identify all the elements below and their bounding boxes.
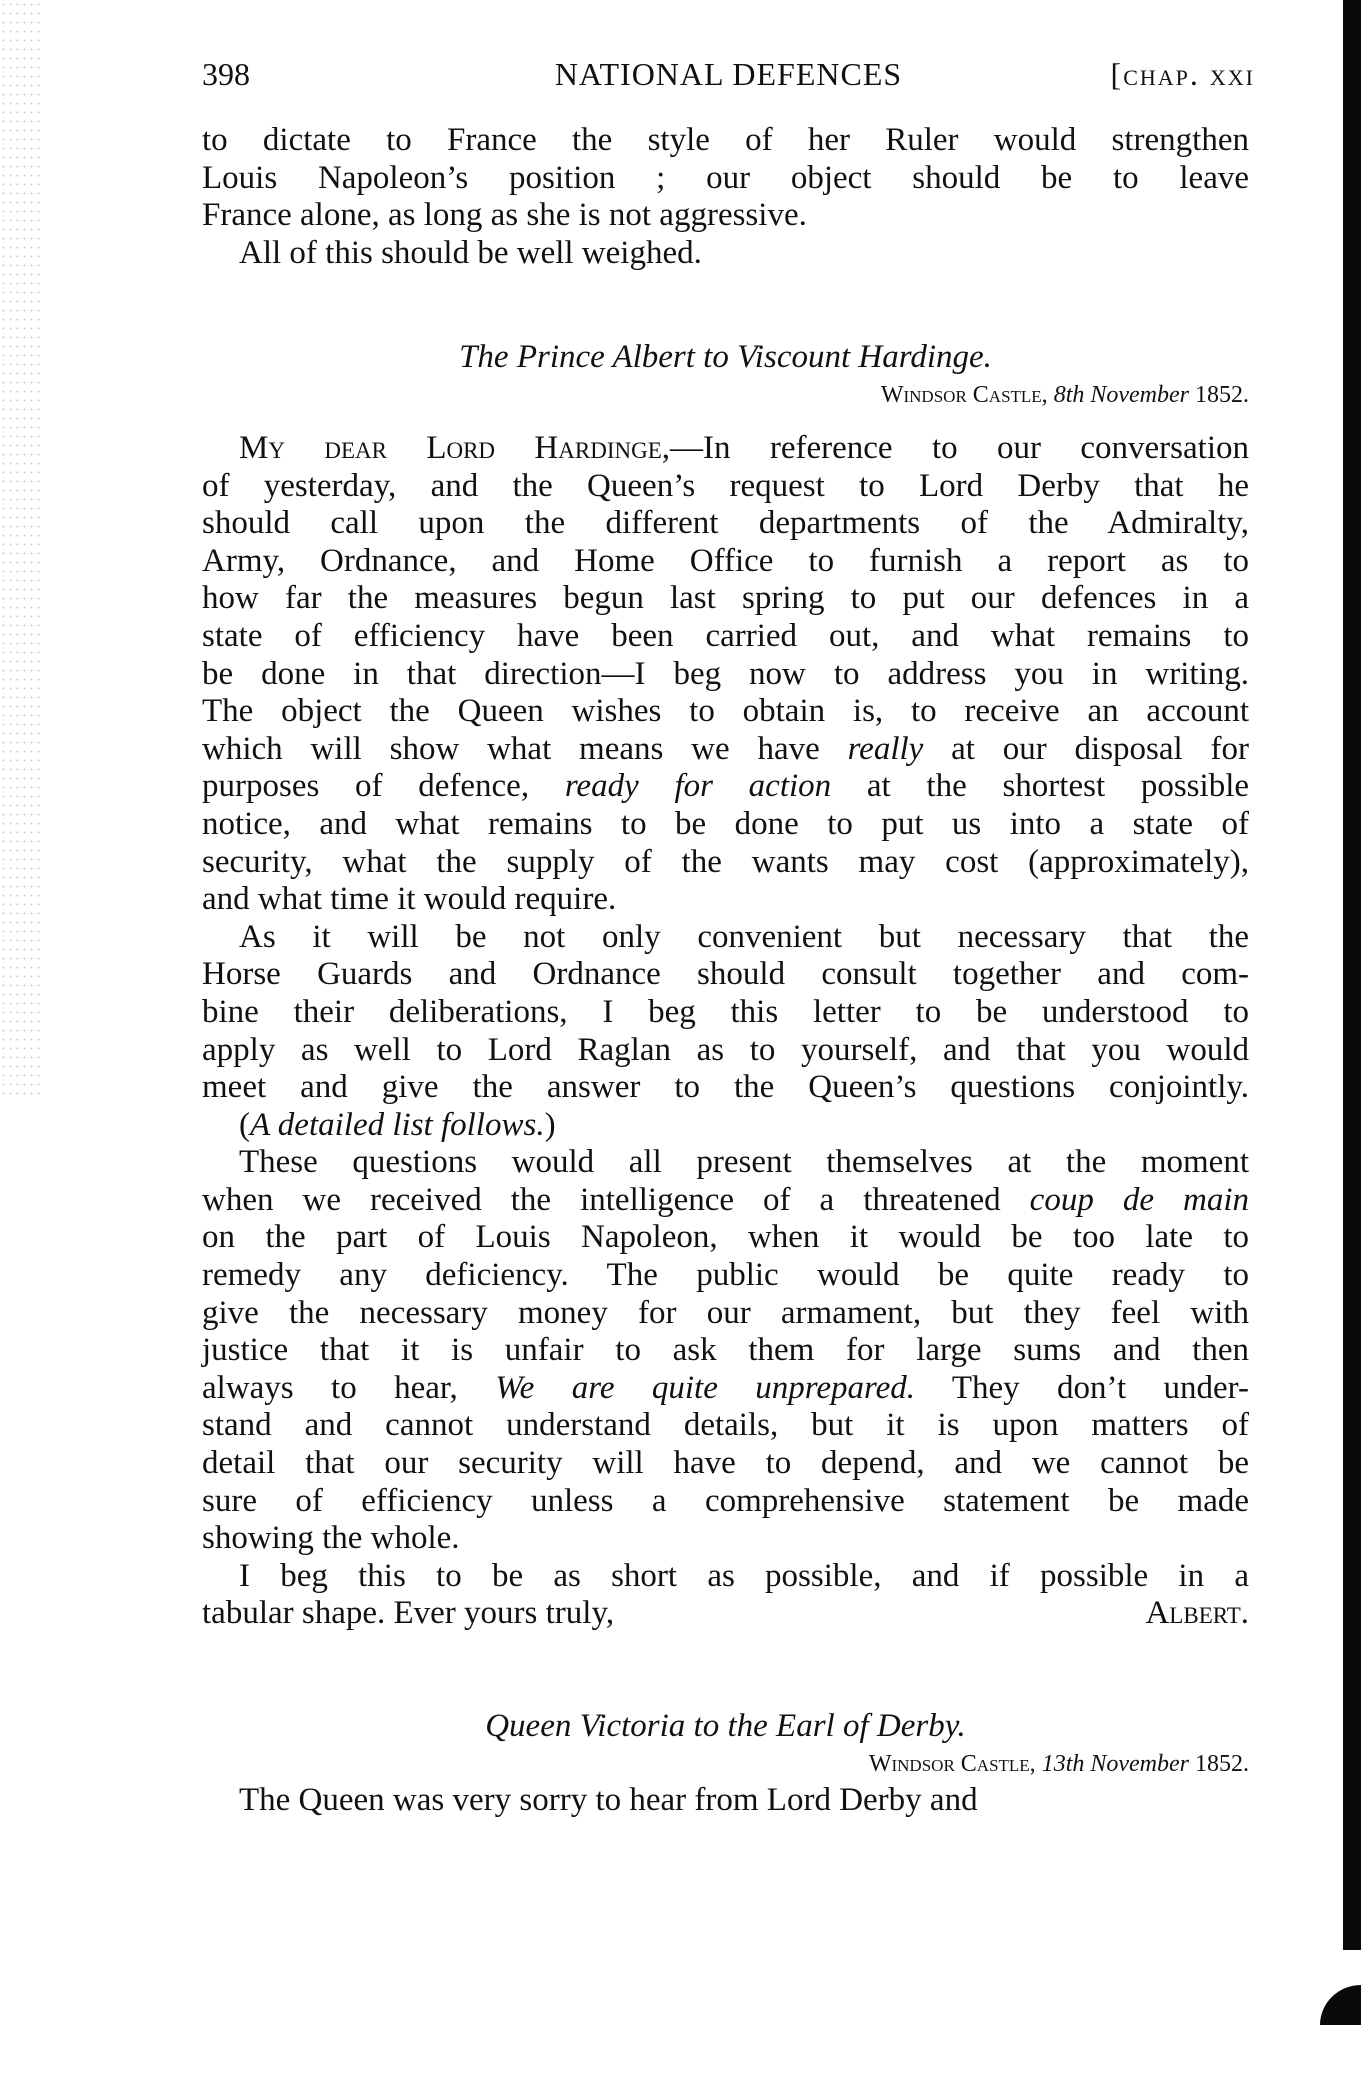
text-segment: meet and give the answer to the Queen’s questions conjointly. [202, 1069, 1249, 1106]
text-segment: sure of efficiency unless a comprehensive statement be made [202, 1482, 1249, 1519]
dateline-year: 1852. [1189, 1751, 1249, 1777]
text-segment: give the necessary money for our armament, but they feel with [202, 1294, 1249, 1331]
text-line [202, 1182, 1249, 1220]
text-segment: They don’t under- [915, 1369, 1249, 1406]
text-line [202, 1257, 1249, 1295]
text-segment: security, what the supply of the wants may cost (approximately), [202, 843, 1249, 880]
text-line [202, 468, 1249, 506]
text-segment: apply as well to Lord Raglan as to yourself, and that you would [202, 1031, 1249, 1068]
text-segment: to dictate to France the style of her Ruler would strengthen [202, 122, 1249, 158]
text-line [202, 505, 1249, 543]
text-segment: Army, Ordnance, and Home Office to furnish a report as to [202, 542, 1249, 579]
running-title: NATIONAL DEFENCES [554, 56, 903, 92]
text-line [202, 1595, 1249, 1633]
text-segment: detail that our security will have to depend, and we cannot be [202, 1445, 1249, 1482]
text-line [202, 731, 1249, 769]
text-segment: state of efficiency have been carried out, and what remains to [202, 617, 1249, 654]
page-edge-curl [1320, 1985, 1361, 2025]
text-segment: at the shortest possible [831, 768, 1250, 805]
text-line [202, 618, 1249, 656]
text-segment: France alone, as long as she is not aggressive. [202, 197, 807, 234]
text-line [202, 1370, 1249, 1408]
italic-text: really [847, 730, 924, 767]
text-line [202, 1219, 1249, 1257]
paragraph-block-continued [202, 122, 1249, 272]
text-line [202, 1445, 1249, 1483]
text-segment: notice, and what remains to be done to put us into a state of [202, 805, 1249, 842]
text-line [202, 1032, 1249, 1070]
text-line [202, 919, 1249, 957]
text-line [202, 881, 1249, 919]
text-line [202, 994, 1249, 1032]
text-segment: remedy any deficiency. The public would be quite ready to [202, 1257, 1249, 1294]
text-line [202, 430, 1249, 468]
text-line [202, 1520, 1249, 1558]
page-edge-shadow [1343, 0, 1361, 1950]
dateline-place: Windsor Castle, [868, 1751, 1042, 1777]
italic-text: coup de main [1029, 1181, 1250, 1218]
text-line [202, 1558, 1249, 1596]
text-line [202, 844, 1249, 882]
letter-body-2 [202, 1782, 1249, 1820]
letter-heading: The Prince Albert to Viscount Hardinge. [459, 339, 992, 375]
text-segment: All of this should be well weighed. [239, 234, 702, 271]
text-segment: at our disposal for [923, 730, 1250, 767]
text-segment: ( [239, 1106, 250, 1143]
text-segment: and what time it would require. [202, 881, 617, 918]
text-line [202, 693, 1249, 731]
text-line [202, 1332, 1249, 1370]
text-segment: As it will be not only convenient but necessary that the [239, 918, 1249, 955]
chapter-label: [chap. xxi [1110, 56, 1255, 92]
text-segment: stand and cannot understand details, but it is upon matters of [202, 1407, 1249, 1444]
text-line [202, 235, 1249, 273]
text-segment: when we received the intelligence of a threatened [202, 1181, 1030, 1218]
running-header [202, 56, 1255, 96]
text-segment: ) [544, 1106, 556, 1143]
text-line [202, 543, 1249, 581]
text-segment: how far the measures begun last spring to put our defences in a [202, 580, 1249, 617]
text-line [202, 1144, 1249, 1182]
letter-body [202, 430, 1249, 1633]
text-segment: always to hear, [202, 1369, 496, 1406]
text-line [202, 1069, 1249, 1107]
text-line [202, 160, 1249, 198]
text-line [202, 806, 1249, 844]
text-segment: of yesterday, and the Queen’s request to Lord Derby that he [202, 467, 1249, 504]
signature: Albert. [1145, 1595, 1249, 1632]
text-line: The Queen was very sorry to hear from Lord Derby and [239, 1782, 978, 1818]
text-segment: showing the whole. [202, 1520, 460, 1557]
italic-text: We are quite unprepared. [495, 1369, 916, 1406]
scan-specks [0, 0, 40, 1100]
dateline-day: 8th November [1053, 382, 1189, 408]
dateline-day: 13th November [1041, 1751, 1189, 1777]
letter-dateline [881, 382, 1249, 409]
letter-dateline-2 [869, 1751, 1249, 1778]
dateline-place: Windsor Castle, [880, 382, 1054, 408]
text-line [202, 768, 1249, 806]
text-segment: tabular shape. Ever yours truly, [202, 1595, 615, 1632]
italic-text: A detailed list follows. [250, 1106, 545, 1143]
text-segment: should call upon the different departments of the Admiralty, [202, 505, 1249, 542]
text-segment: bine their deliberations, I beg this letter to be understood to [202, 993, 1249, 1030]
text-segment: —In reference to our conversation [670, 430, 1249, 466]
text-segment: These questions would all present themselves at the moment [239, 1144, 1249, 1181]
text-line [202, 122, 1249, 160]
text-segment: Louis Napoleon’s position ; our object should be to leave [202, 159, 1249, 196]
page-number: 398 [202, 56, 250, 92]
text-line [202, 580, 1249, 618]
small-caps-text: My dear Lord Hardinge, [239, 430, 670, 466]
text-line [202, 1295, 1249, 1333]
text-segment: The object the Queen wishes to obtain is, to receive an account [202, 693, 1249, 730]
text-segment: I beg this to be as short as possible, and if possible in a [239, 1557, 1249, 1594]
text-line [202, 956, 1249, 994]
text-line [202, 197, 1249, 235]
text-line [202, 1483, 1249, 1521]
text-segment: be done in that direction—I beg now to address you in writing. [202, 655, 1249, 692]
text-segment: Horse Guards and Ordnance should consult together and com- [202, 956, 1249, 993]
text-line [202, 656, 1249, 694]
dateline-year: 1852. [1189, 382, 1249, 408]
letter-heading-2: Queen Victoria to the Earl of Derby. [485, 1708, 966, 1744]
text-segment: justice that it is unfair to ask them for large sums and then [202, 1332, 1249, 1369]
text-segment: purposes of defence, [202, 768, 565, 805]
text-line [202, 1107, 1249, 1145]
italic-text: ready for action [564, 768, 832, 805]
text-segment: which will show what means we have [202, 730, 848, 767]
text-line [202, 1407, 1249, 1445]
text-segment: on the part of Louis Napoleon, when it would be too late to [202, 1219, 1249, 1256]
